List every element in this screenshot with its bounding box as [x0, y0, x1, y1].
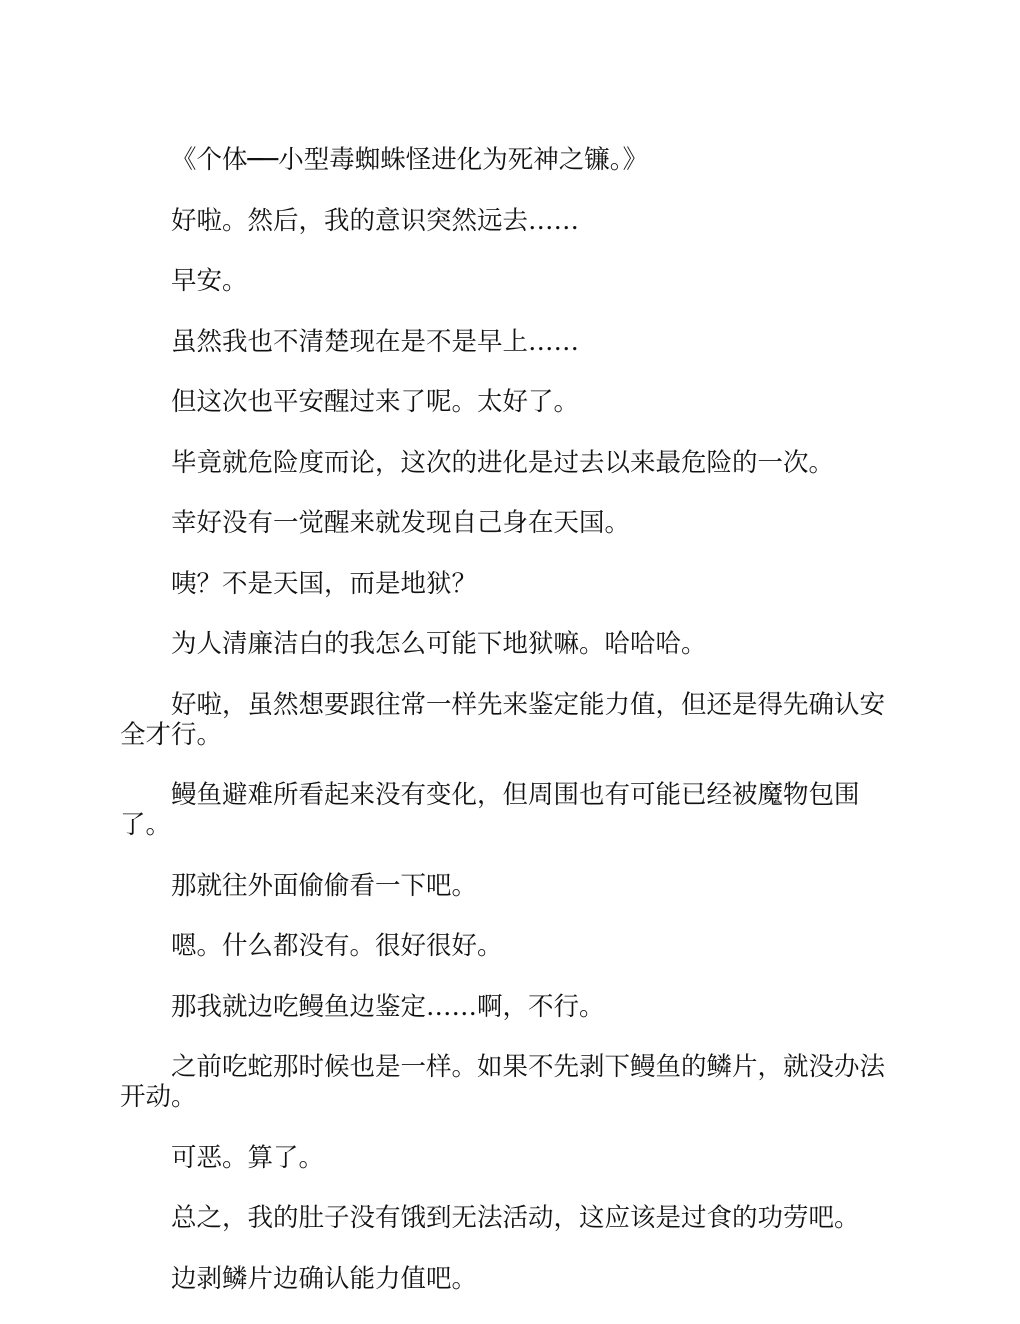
paragraph-9: 为人清廉洁白的我怎么可能下地狱嘛。哈哈哈。 — [171, 629, 707, 659]
paragraph-17: 总之，我的肚子没有饿到无法活动，这应该是过食的功劳吧。 — [171, 1203, 860, 1233]
paragraph-10: 好啦，虽然想要跟往常一样先来鉴定能力值，但还是得先确认安全才行。 — [120, 689, 886, 750]
paragraph-14: 那我就边吃鳗鱼边鉴定……啊，不行。 — [171, 991, 605, 1022]
paragraph-5: 但这次也平安醒过来了呢。太好了。 — [171, 387, 580, 417]
paragraph-8: 咦？不是天国，而是地狱？ — [171, 568, 478, 599]
paragraph-7: 幸好没有一觉醒来就发现自己身在天国。 — [171, 508, 631, 538]
paragraph-16: 可恶。算了。 — [171, 1142, 325, 1173]
paragraph-3: 早安。 — [171, 266, 248, 296]
paragraph-6: 毕竟就危险度而论，这次的进化是过去以来最危险的一次。 — [171, 447, 835, 478]
paragraph-2: 好啦。然后，我的意识突然远去…… — [171, 205, 580, 236]
paragraph-13: 嗯。什么都没有。很好很好。 — [171, 931, 503, 961]
paragraph-12: 那就往外面偷偷看一下吧。 — [171, 870, 478, 901]
paragraph-11: 鳗鱼避难所看起来没有变化，但周围也有可能已经被魔物包围了。 — [120, 780, 860, 840]
document-page — [120, 145, 900, 1324]
paragraph-15: 之前吃蛇那时候也是一样。如果不先剥下鳗鱼的鳞片，就没办法开动。 — [120, 1052, 886, 1112]
paragraph-1: 《个体──小型毒蜘蛛怪进化为死神之镰。》 — [171, 145, 648, 175]
paragraph-4: 虽然我也不清楚现在是不是早上…… — [171, 326, 580, 357]
paragraph-18: 边剥鳞片边确认能力值吧。 — [171, 1263, 478, 1294]
